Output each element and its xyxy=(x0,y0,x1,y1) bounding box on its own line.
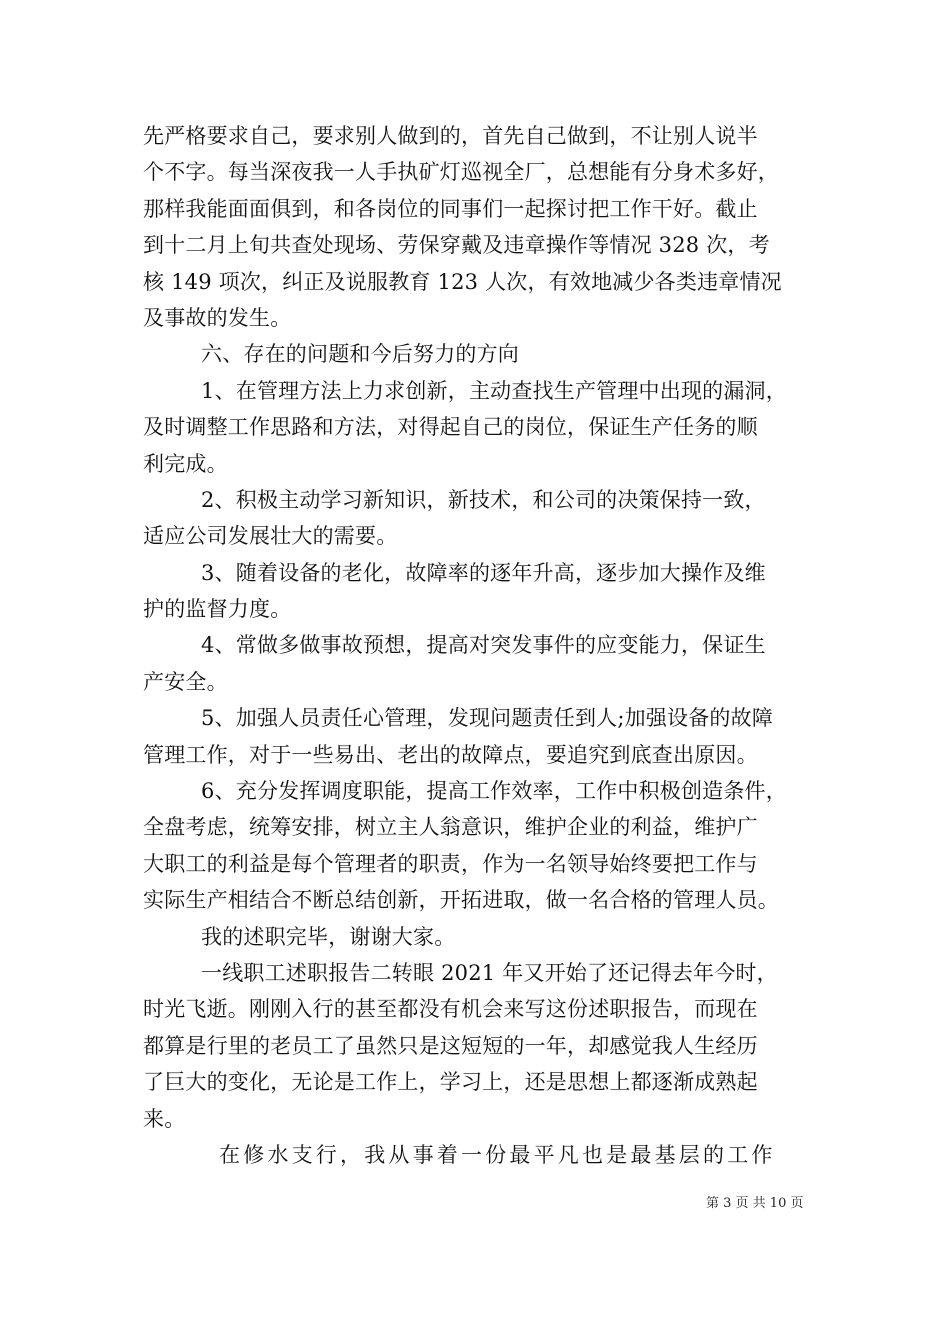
list-item-line: 3、随着设备的老化，故障率的逐年升高，逐步加大操作及维 xyxy=(201,560,766,585)
body-line: 了巨大的变化，无论是工作上，学习上，还是思想上都逐渐成熟起 xyxy=(143,1070,758,1095)
body-line: 利完成。 xyxy=(143,451,228,476)
list-item-line: 6、充分发挥调度职能，提高工作效率，工作中积极创造条件， xyxy=(201,779,787,804)
body-line: 护的监督力度。 xyxy=(143,597,292,622)
section-heading: 六、存在的问题和今后努力的方向 xyxy=(201,342,519,367)
body-line: 及时调整工作思路和方法，对得起自己的岗位，保证生产任务的顺 xyxy=(143,415,758,440)
list-item-line: 4、常做多做事故预想，提高对突发事件的应变能力，保证生 xyxy=(201,633,766,658)
closing-line: 我的述职完毕，谢谢大家。 xyxy=(201,924,456,949)
body-line: 核 149 项次，纠正及说服教育 123 人次，有效地减少各类违章情况 xyxy=(143,269,782,294)
body-line: 个不字。每当深夜我一人手执矿灯巡视全厂，总想能有分身术多好， xyxy=(143,160,779,185)
body-line: 在修水支行，我从事着一份最平凡也是最基层的工作 xyxy=(219,1142,776,1167)
page-number-footer: 第 3 页 共 10 页 xyxy=(706,1196,804,1211)
body-line: 都算是行里的老员工了虽然只是这短短的一年，却感觉我人生经历 xyxy=(143,1033,758,1058)
body-line: 大职工的利益是每个管理者的职责，作为一名领导始终要把工作与 xyxy=(143,851,758,876)
body-line: 实际生产相结合不断总结创新，开拓进取，做一名合格的管理人员。 xyxy=(143,888,779,913)
list-item-line: 2、积极主动学习新知识，新技术，和公司的决策保持一致， xyxy=(201,487,766,512)
body-line: 来。 xyxy=(143,1106,186,1131)
body-line: 适应公司发展壮大的需要。 xyxy=(143,524,398,549)
report-intro-line: 一线职工述职报告二转眼 2021 年又开始了还记得去年今时， xyxy=(201,960,778,985)
document-body xyxy=(143,118,811,1173)
body-line: 到十二月上旬共查处现场、劳保穿戴及违章操作等情况 328 次，考 xyxy=(143,233,770,258)
list-item-line: 1、在管理方法上力求创新，主动查找生产管理中出现的漏洞， xyxy=(201,378,787,403)
body-line: 管理工作，对于一些易出、老出的故障点，要追究到底查出原因。 xyxy=(143,742,758,767)
list-item-line: 5、加强人员责任心管理，发现问题责任到人;加强设备的故障 xyxy=(201,706,774,731)
body-line: 先严格要求自己，要求别人做到的，首先自己做到，不让别人说半 xyxy=(143,124,758,148)
body-line: 及事故的发生。 xyxy=(143,305,292,330)
body-line: 产安全。 xyxy=(143,669,228,694)
body-line: 全盘考虑，统筹安排，树立主人翁意识，维护企业的利益，维护广 xyxy=(143,815,758,840)
body-line: 那样我能面面俱到，和各岗位的同事们一起探讨把工作干好。截止 xyxy=(143,196,758,221)
body-line: 时光飞逝。刚刚入行的甚至都没有机会来写这份述职报告，而现在 xyxy=(143,997,758,1022)
